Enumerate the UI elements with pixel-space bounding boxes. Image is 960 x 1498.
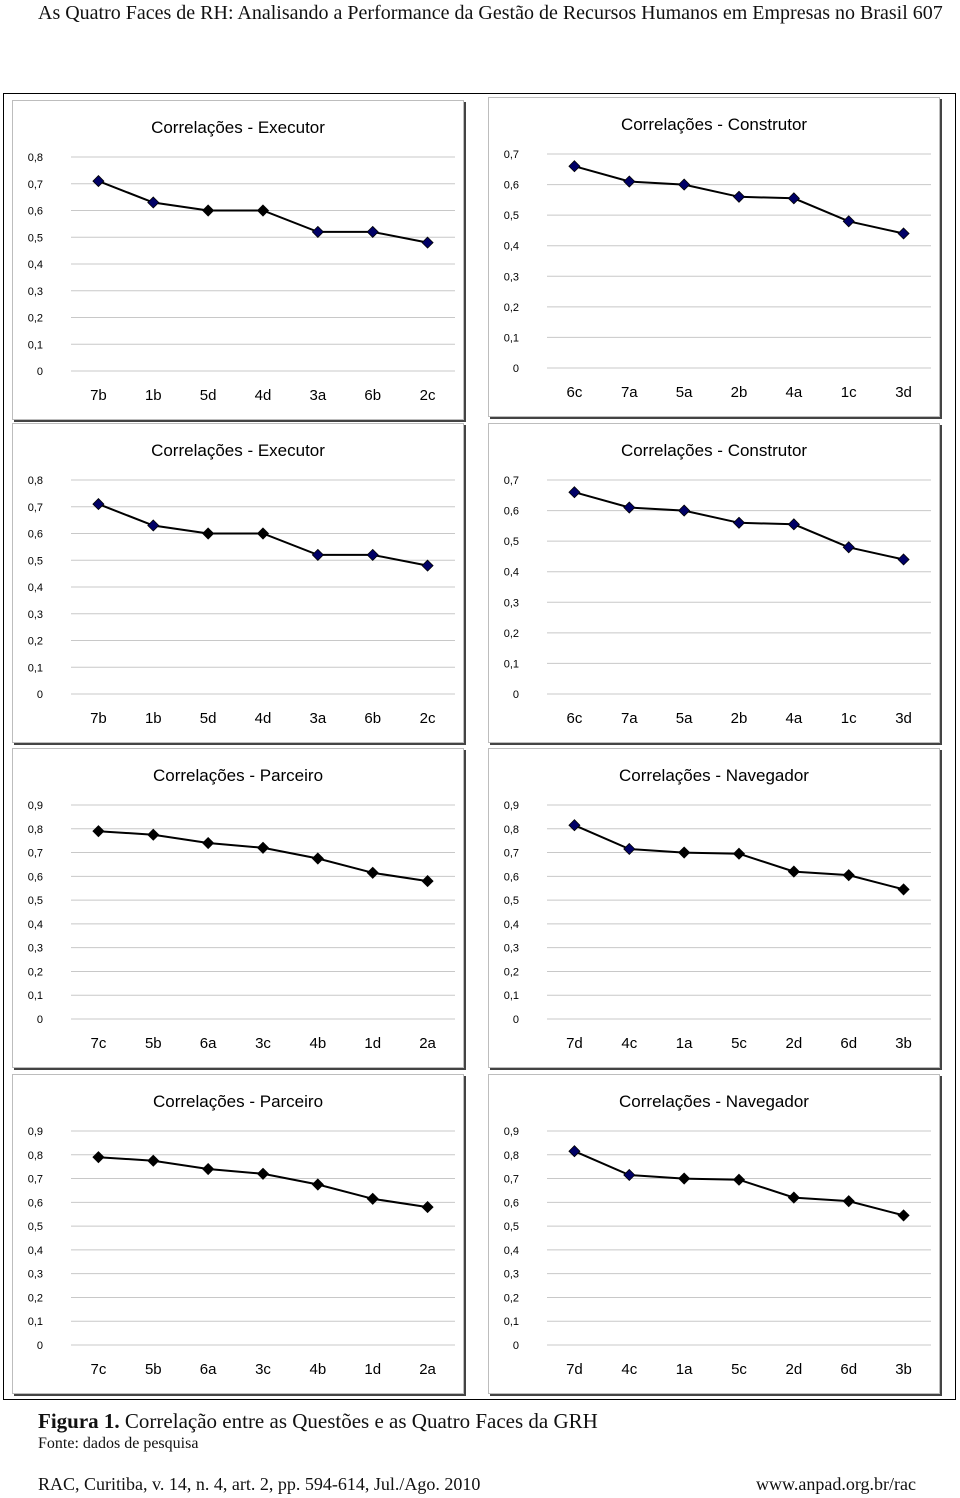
- y-tick-label: 0,5: [27, 555, 43, 568]
- x-tick-label: 1a: [675, 1361, 693, 1378]
- series-line: [98, 831, 427, 881]
- y-tick-label: 0,4: [503, 918, 519, 931]
- y-tick-label: 0,7: [503, 475, 519, 487]
- y-tick-label: 0: [512, 363, 519, 375]
- data-point: [679, 505, 690, 516]
- x-tick-label: 7d: [566, 1361, 583, 1378]
- data-point: [258, 1168, 269, 1179]
- x-tick-label: 5a: [675, 384, 693, 401]
- y-tick-label: 0,3: [503, 1268, 519, 1281]
- y-tick-label: 0,3: [27, 608, 43, 621]
- y-tick-label: 0,9: [27, 800, 43, 812]
- y-tick-label: 0: [36, 366, 43, 378]
- x-tick-label: 1c: [840, 384, 857, 401]
- caption-label: Figura 1.: [38, 1409, 120, 1433]
- x-tick-label: 6a: [199, 1361, 217, 1378]
- y-tick-label: 0,1: [503, 990, 519, 1003]
- x-tick-label: 4b: [309, 1035, 327, 1052]
- y-tick-label: 0,2: [27, 1292, 43, 1305]
- y-tick-label: 0,6: [503, 871, 519, 884]
- data-point: [898, 884, 909, 895]
- x-tick-label: 5a: [675, 710, 693, 727]
- footer-citation: RAC, Curitiba, v. 14, n. 4, art. 2, pp. 594-614, Jul./Ago. 2010: [38, 1474, 481, 1494]
- chart-parceiro-2: [12, 1074, 464, 1394]
- x-tick-label: 6b: [364, 710, 382, 727]
- footer-url: www.anpad.org.br/rac: [756, 1474, 916, 1494]
- y-tick-label: 0,2: [27, 635, 43, 648]
- y-tick-label: 0,7: [503, 1173, 519, 1186]
- x-tick-label: 4d: [254, 710, 272, 727]
- y-tick-label: 0,3: [503, 597, 519, 610]
- data-point: [148, 520, 159, 531]
- y-tick-label: 0,5: [27, 1221, 43, 1234]
- x-tick-label: 3b: [895, 1361, 912, 1378]
- x-tick-label: 7b: [90, 387, 107, 404]
- x-tick-label: 3a: [309, 387, 327, 404]
- x-tick-label: 5b: [144, 1361, 162, 1378]
- data-point: [367, 226, 378, 237]
- y-tick-label: 0,9: [503, 800, 519, 812]
- data-point: [367, 549, 378, 560]
- y-tick-label: 0,6: [27, 1197, 43, 1210]
- x-tick-label: 2b: [730, 384, 748, 401]
- y-tick-label: 0,3: [503, 942, 519, 955]
- data-point: [203, 838, 214, 849]
- data-point: [624, 502, 635, 513]
- y-tick-label: 0,1: [27, 1316, 43, 1329]
- chart-title: Correlações - Construtor: [620, 115, 808, 134]
- x-tick-label: 2c: [419, 387, 436, 404]
- x-tick-label: 4a: [785, 710, 803, 727]
- y-tick-label: 0,6: [503, 505, 519, 518]
- chart-title: Correlações - Construtor: [620, 441, 808, 460]
- x-tick-label: 7c: [90, 1361, 107, 1378]
- data-point: [788, 519, 799, 530]
- y-tick-label: 0,1: [503, 332, 519, 345]
- x-tick-label: 3a: [309, 710, 327, 727]
- x-tick-label: 7b: [90, 710, 107, 727]
- data-point: [258, 528, 269, 539]
- y-tick-label: 0,1: [27, 339, 43, 352]
- data-point: [203, 205, 214, 216]
- x-tick-label: 4c: [621, 1361, 638, 1378]
- y-tick-label: 0,4: [27, 1244, 43, 1257]
- chart-construtor-1: [488, 97, 940, 417]
- y-tick-label: 0,1: [27, 662, 43, 675]
- chart-title: Correlações - Parceiro: [152, 1092, 324, 1111]
- y-tick-label: 0,5: [503, 1221, 519, 1234]
- data-point: [679, 1173, 690, 1184]
- y-tick-label: 0,6: [503, 1197, 519, 1210]
- x-tick-label: 1a: [675, 1035, 693, 1052]
- data-point: [843, 870, 854, 881]
- y-tick-label: 0: [512, 689, 519, 701]
- y-tick-label: 0,8: [503, 1149, 519, 1162]
- chart-parceiro-1: [12, 748, 464, 1068]
- y-tick-label: 0,7: [27, 1173, 43, 1186]
- y-tick-label: 0,5: [27, 232, 43, 245]
- y-tick-label: 0,7: [27, 847, 43, 860]
- data-point: [898, 554, 909, 565]
- data-point: [679, 847, 690, 858]
- chart-executor-1: [12, 100, 464, 420]
- chart-svg: [13, 101, 463, 419]
- y-tick-label: 0,1: [27, 990, 43, 1003]
- y-tick-label: 0,7: [27, 178, 43, 191]
- data-point: [422, 237, 433, 248]
- data-point: [679, 179, 690, 190]
- y-tick-label: 0,6: [503, 179, 519, 192]
- data-point: [569, 161, 580, 172]
- y-tick-label: 0,2: [503, 1292, 519, 1305]
- data-point: [312, 1179, 323, 1190]
- x-tick-label: 2d: [785, 1035, 803, 1052]
- chart-svg: [489, 424, 939, 742]
- data-point: [312, 549, 323, 560]
- y-tick-label: 0,7: [27, 501, 43, 514]
- data-point: [843, 542, 854, 553]
- y-tick-label: 0,9: [503, 1126, 519, 1138]
- x-tick-label: 6b: [364, 387, 382, 404]
- y-tick-label: 0,4: [27, 259, 43, 271]
- y-tick-label: 0,5: [503, 210, 519, 223]
- chart-navegador-2: [488, 1074, 940, 1394]
- figure-source: Fonte: dados de pesquisa: [38, 1435, 199, 1452]
- x-tick-label: 3d: [895, 384, 912, 401]
- y-tick-label: 0,4: [503, 566, 519, 579]
- y-tick-label: 0,1: [503, 1316, 519, 1329]
- x-tick-label: 3c: [255, 1035, 271, 1052]
- data-point: [898, 228, 909, 239]
- series-line: [98, 1157, 427, 1207]
- y-tick-label: 0,8: [27, 1149, 43, 1162]
- y-tick-label: 0,6: [27, 205, 43, 218]
- chart-navegador-1: [488, 748, 940, 1068]
- y-tick-label: 0,4: [27, 582, 43, 594]
- y-tick-label: 0,9: [27, 1126, 43, 1138]
- x-tick-label: 5d: [199, 710, 217, 727]
- x-tick-label: 5c: [731, 1035, 747, 1052]
- data-point: [148, 197, 159, 208]
- data-point: [734, 517, 745, 528]
- x-tick-label: 1c: [840, 710, 857, 727]
- y-tick-label: 0: [36, 689, 43, 701]
- data-point: [148, 1155, 159, 1166]
- chart-title: Correlações - Executor: [151, 441, 325, 460]
- y-tick-label: 0,4: [503, 1244, 519, 1257]
- y-tick-label: 0,8: [27, 823, 43, 836]
- chart-svg: [13, 424, 463, 742]
- y-tick-label: 0: [512, 1014, 519, 1026]
- y-tick-label: 0,3: [27, 942, 43, 955]
- x-tick-label: 6a: [199, 1035, 217, 1052]
- x-tick-label: 2c: [419, 710, 436, 727]
- data-point: [734, 191, 745, 202]
- y-tick-label: 0,2: [27, 966, 43, 979]
- data-point: [312, 853, 323, 864]
- y-tick-label: 0,5: [503, 536, 519, 549]
- x-tick-label: 7c: [90, 1035, 107, 1052]
- y-tick-label: 0,3: [27, 1268, 43, 1281]
- x-tick-label: 1d: [364, 1035, 382, 1052]
- chart-executor-2: [12, 423, 464, 743]
- y-tick-label: 0,3: [503, 271, 519, 284]
- y-tick-label: 0,2: [503, 627, 519, 640]
- x-tick-label: 2a: [419, 1035, 436, 1052]
- y-tick-label: 0,3: [27, 285, 43, 298]
- data-point: [422, 1202, 433, 1213]
- x-tick-label: 5b: [144, 1035, 162, 1052]
- x-tick-label: 3c: [255, 1361, 271, 1378]
- data-point: [734, 1174, 745, 1185]
- y-tick-label: 0,6: [27, 871, 43, 884]
- chart-svg: [489, 98, 939, 416]
- data-point: [312, 226, 323, 237]
- chart-title: Correlações - Navegador: [619, 1092, 809, 1111]
- y-tick-label: 0,5: [503, 895, 519, 908]
- y-tick-label: 0,2: [503, 301, 519, 314]
- chart-title: Correlações - Parceiro: [152, 766, 324, 785]
- y-tick-label: 0: [36, 1014, 43, 1026]
- y-tick-label: 0,4: [27, 918, 43, 931]
- y-tick-label: 0,7: [503, 847, 519, 860]
- data-point: [898, 1210, 909, 1221]
- x-tick-label: 6c: [566, 384, 583, 401]
- y-tick-label: 0: [36, 1340, 43, 1352]
- chart-svg: [489, 749, 939, 1067]
- y-tick-label: 0,1: [503, 658, 519, 671]
- x-tick-label: 4b: [309, 1361, 327, 1378]
- data-point: [93, 176, 104, 187]
- data-point: [788, 193, 799, 204]
- y-tick-label: 0,8: [27, 475, 43, 487]
- data-point: [258, 205, 269, 216]
- chart-svg: [13, 749, 463, 1067]
- x-tick-label: 2a: [419, 1361, 436, 1378]
- x-tick-label: 6d: [840, 1361, 858, 1378]
- x-tick-label: 3d: [895, 710, 912, 727]
- chart-svg: [13, 1075, 463, 1393]
- x-tick-label: 7a: [620, 384, 638, 401]
- y-tick-label: 0,6: [27, 528, 43, 541]
- data-point: [569, 487, 580, 498]
- x-tick-label: 7a: [620, 710, 638, 727]
- data-point: [422, 560, 433, 571]
- x-tick-label: 1b: [144, 710, 162, 727]
- data-point: [422, 876, 433, 887]
- data-point: [93, 826, 104, 837]
- x-tick-label: 5d: [199, 387, 217, 404]
- chart-title: Correlações - Navegador: [619, 766, 809, 785]
- y-tick-label: 0,7: [503, 149, 519, 161]
- x-tick-label: 1d: [364, 1361, 382, 1378]
- x-tick-label: 4a: [785, 384, 803, 401]
- data-point: [148, 829, 159, 840]
- y-tick-label: 0,2: [27, 312, 43, 325]
- y-tick-label: 0,5: [27, 895, 43, 908]
- x-tick-label: 2d: [785, 1361, 803, 1378]
- data-point: [843, 216, 854, 227]
- data-point: [258, 842, 269, 853]
- x-tick-label: 1b: [144, 387, 162, 404]
- caption-text: Correlação entre as Questões e as Quatro Faces da GRH: [119, 1409, 598, 1433]
- data-point: [93, 499, 104, 510]
- x-tick-label: 5c: [731, 1361, 747, 1378]
- y-tick-label: 0,8: [503, 823, 519, 836]
- x-tick-label: 6d: [840, 1035, 858, 1052]
- x-tick-label: 7d: [566, 1035, 583, 1052]
- data-point: [203, 1164, 214, 1175]
- data-point: [843, 1196, 854, 1207]
- data-point: [624, 176, 635, 187]
- data-point: [203, 528, 214, 539]
- data-point: [734, 848, 745, 859]
- y-tick-label: 0,4: [503, 240, 519, 253]
- y-tick-label: 0: [512, 1340, 519, 1352]
- x-tick-label: 4c: [621, 1035, 638, 1052]
- running-header: As Quatro Faces de RH: Analisando a Performance da Gestão de Recursos Humanos em Empresas no Brasil 607: [38, 2, 943, 24]
- chart-svg: [489, 1075, 939, 1393]
- data-point: [788, 1192, 799, 1203]
- x-tick-label: 3b: [895, 1035, 912, 1052]
- chart-title: Correlações - Executor: [151, 118, 325, 137]
- data-point: [788, 866, 799, 877]
- x-tick-label: 6c: [566, 710, 583, 727]
- x-tick-label: 2b: [730, 710, 748, 727]
- data-point: [93, 1152, 104, 1163]
- y-tick-label: 0,2: [503, 966, 519, 979]
- x-tick-label: 4d: [254, 387, 272, 404]
- chart-construtor-2: [488, 423, 940, 743]
- figure-caption: [38, 1409, 598, 1434]
- y-tick-label: 0,8: [27, 152, 43, 164]
